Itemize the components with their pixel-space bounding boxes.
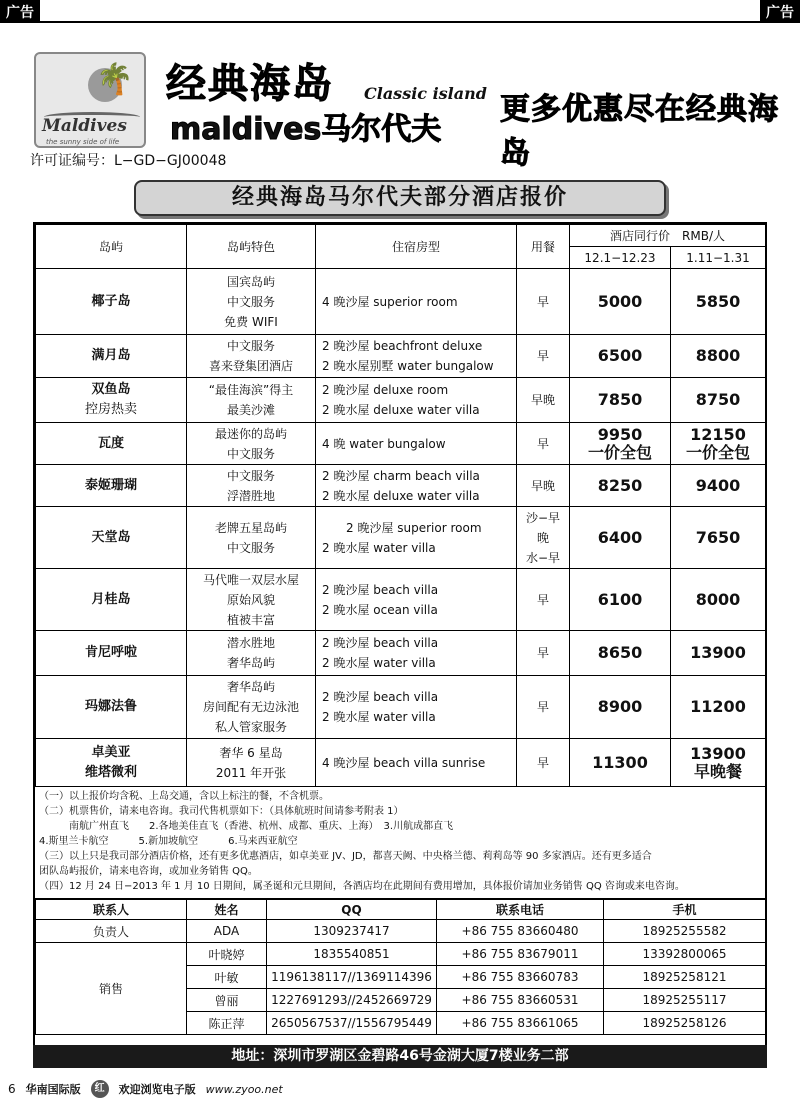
contact-phone: +86 755 83679011 [437, 943, 604, 966]
meal-cell [517, 465, 570, 507]
feature-cell [187, 631, 316, 676]
island-name: 天堂岛 [91, 529, 131, 545]
edition-label: 华南国际版 [25, 1083, 81, 1096]
license-number: 许可证编号：L−GD−GJ00048 [30, 153, 227, 169]
price-value: 9950 [597, 424, 643, 444]
price-value: 5000 [597, 291, 643, 311]
price-value: 8800 [695, 346, 741, 365]
price-value: 11300 [592, 752, 648, 772]
feature-line: 最迷你的岛屿 [214, 426, 287, 441]
note-line: （三）以上只是我司部分酒店价格，还有更多优惠酒店，如卓美亚 JV、JD，都喜天阙、中央格兰德、莉莉岛等 90 多家酒店。还有更多适合 [39, 851, 652, 862]
island-note: 维塔微利 [84, 764, 137, 780]
contact-name: 曾丽 [187, 989, 267, 1012]
meal-line: 早 [536, 755, 549, 770]
price-value: 6100 [597, 589, 643, 609]
logo-brand: Maldives [42, 116, 127, 136]
room-line: 2 晚沙屋 beachfront deluxe [322, 339, 483, 353]
hotel-row [36, 465, 766, 507]
feature-line: 2011 年开张 [215, 765, 287, 780]
contact-qq: 1227691293//2452669729 [267, 989, 437, 1012]
brand-title-cn: 经典海岛 [166, 61, 334, 107]
hotel-row [36, 507, 766, 569]
hotel-row [36, 631, 766, 676]
hotel-row [36, 569, 766, 631]
price-value: 13900 [690, 743, 746, 763]
contact-mobile: 18925255117 [604, 989, 766, 1012]
room-cell [316, 631, 517, 676]
price-cell-period-1 [570, 739, 671, 787]
island-cell [36, 676, 187, 739]
contact-phone: +86 755 83660783 [437, 966, 604, 989]
header-price: 酒店同行价 RMB/人 [570, 225, 766, 247]
price-value: 7850 [597, 390, 643, 409]
price-value: 6400 [597, 527, 643, 547]
price-cell-period-2 [671, 269, 766, 335]
feature-line: 奢华岛屿 [226, 656, 275, 670]
contact-header-qq: QQ [267, 900, 437, 920]
price-sheet [33, 222, 767, 1068]
feature-line: 房间配有无边泳池 [202, 700, 299, 714]
price-cell-period-2 [671, 507, 766, 569]
meal-line: 早晚 [530, 393, 555, 407]
contact-qq: 2650567537//1556795449 [267, 1012, 437, 1035]
room-cell [316, 465, 517, 507]
feature-line: “最佳海滨”得主 [208, 383, 294, 397]
room-line: 2 晚水屋别墅 water bungalow [322, 359, 494, 373]
island-cell [36, 465, 187, 507]
contact-name: 陈正萍 [187, 1012, 267, 1035]
room-line: 2 晚沙屋 beach villa [322, 582, 439, 597]
price-value: 13900 [690, 643, 746, 662]
meal-line: 沙−早 [525, 510, 561, 525]
meal-line: 早 [536, 646, 549, 660]
meal-line: 早 [536, 349, 549, 363]
meal-line: 水−早 [525, 550, 561, 565]
slogan: 更多优惠尽在经典海岛 [500, 92, 779, 171]
feature-cell [187, 335, 316, 378]
contact-mobile: 18925255582 [604, 920, 766, 943]
feature-cell [187, 676, 316, 739]
hotel-row [36, 423, 766, 465]
welcome-text: 欢迎浏览电子版 [118, 1083, 196, 1096]
feature-line: 植被丰富 [226, 612, 275, 627]
island-note: 控房热卖 [84, 402, 137, 417]
price-value: 6500 [597, 346, 643, 365]
island-name: 月桂岛 [91, 591, 131, 607]
feature-line: 最美沙滩 [226, 403, 275, 417]
island-cell [36, 335, 187, 378]
price-cell-period-1 [570, 423, 671, 465]
price-cell-period-1 [570, 465, 671, 507]
hotel-row [36, 269, 766, 335]
price-value: 8000 [695, 589, 741, 609]
island-cell [36, 739, 187, 787]
feature-cell [187, 507, 316, 569]
room-cell [316, 423, 517, 465]
header-feature: 岛屿特色 [187, 225, 316, 269]
island-name: 卓美亚 [91, 744, 131, 760]
header-meal: 用餐 [517, 225, 570, 269]
price-cell-period-1 [570, 269, 671, 335]
meal-cell [517, 423, 570, 465]
room-cell [316, 507, 517, 569]
room-line: 2 晚沙屋 charm beach villa [322, 468, 480, 483]
room-line: 2 晚水屋 water villa [322, 656, 436, 670]
price-value: 5850 [695, 291, 741, 311]
top-divider [0, 21, 800, 23]
meal-line: 早 [536, 592, 549, 607]
meal-cell [517, 569, 570, 631]
price-value: 8750 [695, 390, 741, 409]
palm-tree-icon: 🌴 [96, 62, 134, 97]
brand-title-en: Classic island [364, 84, 487, 103]
price-cell-period-2 [671, 676, 766, 739]
contact-name: 叶晓婷 [187, 943, 267, 966]
address-bar: 地址：深圳市罗湖区金碧路46号金湖大厦7楼业务二部 [33, 1045, 767, 1068]
price-value: 8250 [597, 475, 643, 495]
room-cell [316, 676, 517, 739]
price-note: 一价全包 [587, 442, 652, 462]
price-cell-period-2 [671, 423, 766, 465]
price-value: 12150 [690, 424, 746, 444]
feature-cell [187, 269, 316, 335]
hotel-row [36, 335, 766, 378]
feature-line: 浮潜胜地 [226, 488, 275, 503]
price-cell-period-1 [570, 378, 671, 423]
feature-line: 奢华 6 星岛 [219, 745, 283, 760]
island-name: 满月岛 [91, 348, 131, 363]
price-cell-period-1 [570, 631, 671, 676]
feature-cell [187, 465, 316, 507]
price-value: 11200 [690, 697, 746, 716]
island-name: 瓦度 [97, 435, 124, 451]
feature-line: 原始风貌 [226, 592, 275, 607]
contact-qq: 1196138117//1369114396 [267, 966, 437, 989]
island-cell [36, 569, 187, 631]
island-name: 椰子岛 [91, 293, 131, 309]
meal-cell [517, 631, 570, 676]
header-room: 住宿房型 [316, 225, 517, 269]
note-line: （四）12 月 24 日−2013 年 1 月 10 日期间，属圣诞和元旦期间，各酒店均在此期间有费用增加，具体报价请加业务销售 QQ 咨询或来电咨询。 [39, 881, 685, 892]
logo-tagline: the sunny side of life [46, 138, 120, 146]
feature-cell [187, 423, 316, 465]
contact-mobile: 13392800065 [604, 943, 766, 966]
price-cell-period-2 [671, 378, 766, 423]
price-cell-period-1 [570, 569, 671, 631]
feature-line: 喜来登集团酒店 [208, 359, 293, 373]
contact-role: 负责人 [36, 920, 187, 943]
feature-cell [187, 569, 316, 631]
island-cell [36, 269, 187, 335]
meal-line: 晚 [536, 530, 549, 545]
room-line: 2 晚水屋 water villa [322, 710, 436, 724]
meal-cell [517, 269, 570, 335]
room-cell [316, 335, 517, 378]
contact-header-name: 姓名 [187, 900, 267, 920]
contact-table [35, 899, 766, 1035]
hotel-row [36, 739, 766, 787]
room-line: 2 晚水屋 water villa [322, 540, 436, 555]
contact-mobile: 18925258126 [604, 1012, 766, 1035]
island-cell [36, 423, 187, 465]
room-line: 2 晚沙屋 superior room [322, 520, 482, 535]
feature-line: 私人管家服务 [214, 720, 287, 734]
meal-line: 早晚 [530, 478, 555, 493]
room-line: 4 晚沙屋 beach villa sunrise [322, 755, 486, 770]
note-line: 团队岛屿报价，请来电咨询，或加业务销售 QQ。 [39, 866, 258, 877]
island-name: 玛娜法鲁 [84, 699, 137, 714]
contact-qq: 1835540851 [267, 943, 437, 966]
price-value: 8650 [597, 643, 643, 662]
room-line: 2 晚水屋 deluxe water villa [322, 488, 480, 503]
price-cell-period-1 [570, 507, 671, 569]
note-line: （一）以上报价均含税、上岛交通，含以上标注的餐，不含机票。 [39, 791, 329, 802]
note-line: 南航广州直飞 2.各地美佳直飞（香港、杭州、成都、重庆、上海） 3.川航成都直飞 [69, 821, 454, 832]
room-line: 4 晚沙屋 superior room [322, 294, 458, 309]
header-period-2: 1.11−1.31 [671, 247, 766, 269]
hotel-row [36, 676, 766, 739]
contact-header-mobile: 手机 [604, 900, 766, 920]
price-value: 8900 [597, 697, 643, 716]
contact-phone: +86 755 83660531 [437, 989, 604, 1012]
contact-phone: +86 755 83660480 [437, 920, 604, 943]
meal-cell [517, 739, 570, 787]
room-line: 2 晚水屋 ocean villa [322, 602, 438, 617]
room-line: 2 晚沙屋 beach villa [322, 690, 439, 704]
feature-line: 中文服务 [226, 446, 275, 461]
price-value: 9400 [695, 475, 741, 495]
seal-icon: 红 [91, 1080, 109, 1098]
price-cell-period-2 [671, 739, 766, 787]
hotel-row [36, 378, 766, 423]
feature-line: 中文服务 [226, 540, 275, 555]
price-note: 早晚餐 [693, 761, 742, 781]
contact-header-role: 联系人 [36, 900, 187, 920]
feature-line: 中文服务 [226, 468, 275, 483]
price-cell-period-1 [570, 676, 671, 739]
contact-name: ADA [187, 920, 267, 943]
website-link[interactable]: www.zyoo.net [205, 1082, 283, 1096]
hotel-price-table [35, 224, 766, 787]
maldives-logo [34, 52, 146, 148]
room-line: 2 晚水屋 deluxe water villa [322, 403, 480, 417]
meal-cell [517, 676, 570, 739]
price-cell-period-2 [671, 335, 766, 378]
feature-line: 免费 WIFI [224, 314, 278, 329]
feature-line: 国宾岛屿 [226, 274, 275, 289]
ad-label-left: 广告 [0, 0, 40, 22]
contact-role: 销售 [36, 943, 187, 1035]
room-cell [316, 378, 517, 423]
hotel-rows [36, 269, 766, 787]
feature-line: 奢华岛屿 [226, 680, 275, 694]
page-footer [8, 1080, 283, 1098]
feature-cell [187, 739, 316, 787]
price-cell-period-2 [671, 631, 766, 676]
ad-label-right: 广告 [760, 0, 800, 22]
page-number: 6 [8, 1082, 16, 1096]
price-cell-period-2 [671, 465, 766, 507]
brand-subtitle: maldives马尔代夫 [170, 112, 442, 147]
room-line: 2 晚沙屋 deluxe room [322, 383, 449, 397]
room-cell [316, 569, 517, 631]
contact-name: 叶敏 [187, 966, 267, 989]
feature-line: 老牌五星岛屿 [214, 520, 287, 535]
island-name: 肯尼呼啦 [84, 645, 137, 660]
island-cell [36, 507, 187, 569]
island-cell [36, 378, 187, 423]
price-cell-period-2 [671, 569, 766, 631]
meal-line: 早 [536, 700, 549, 714]
meal-line: 早 [536, 294, 549, 309]
price-note: 一价全包 [685, 442, 750, 462]
island-name: 双鱼岛 [91, 382, 131, 397]
feature-line: 潜水胜地 [226, 636, 275, 650]
room-cell [316, 739, 517, 787]
feature-line: 中文服务 [226, 339, 275, 353]
island-name: 泰姬珊瑚 [84, 477, 137, 493]
notes [35, 787, 765, 899]
price-cell-period-1 [570, 335, 671, 378]
contact-mobile: 18925258121 [604, 966, 766, 989]
room-line: 4 晚 water bungalow [322, 436, 446, 451]
feature-line: 中文服务 [226, 294, 275, 309]
meal-cell [517, 507, 570, 569]
price-value: 7650 [695, 527, 741, 547]
contact-phone: +86 755 83661065 [437, 1012, 604, 1035]
meal-cell [517, 335, 570, 378]
feature-line: 马代唯一双层水屋 [202, 572, 299, 587]
note-line: （二）机票售价，请来电咨询。我司代售机票如下：（具体航班时间请参考附表 1） [39, 806, 404, 817]
meal-line: 早 [536, 436, 549, 451]
header-period-1: 12.1−12.23 [570, 247, 671, 269]
note-line: 4.斯里兰卡航空 5.新加坡航空 6.马来西亚航空 [39, 836, 298, 847]
room-cell [316, 269, 517, 335]
header-island: 岛屿 [36, 225, 187, 269]
contact-header-phone: 联系电话 [437, 900, 604, 920]
page-title: 经典海岛马尔代夫部分酒店报价 [134, 180, 666, 216]
feature-cell [187, 378, 316, 423]
room-line: 2 晚沙屋 beach villa [322, 636, 439, 650]
island-cell [36, 631, 187, 676]
contact-qq: 1309237417 [267, 920, 437, 943]
meal-cell [517, 378, 570, 423]
